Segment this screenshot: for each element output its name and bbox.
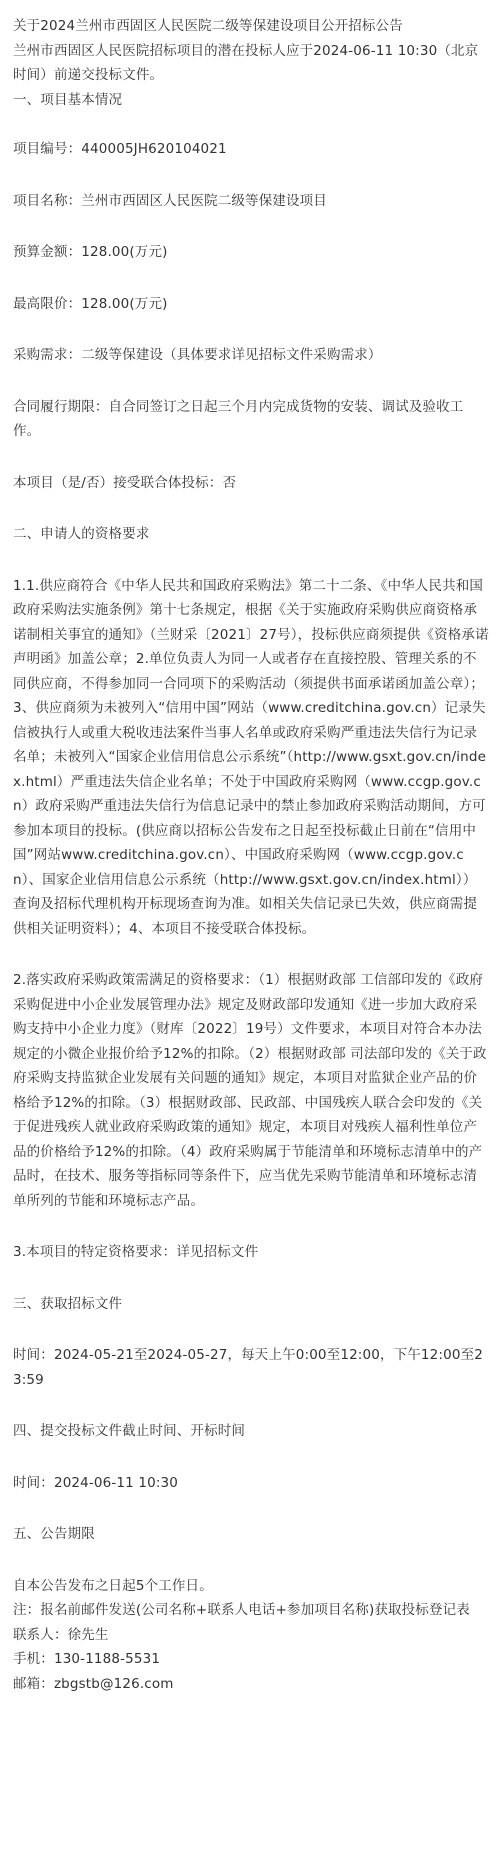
budget-amount: 预算金额：128.00(万元) xyxy=(13,244,168,260)
announcement-title: 关于2024兰州市西固区人民医院二级等保建设项目公开招标公告 xyxy=(13,18,403,34)
registration-note: 注：报名前邮件发送(公司名称+联系人电话+参加项目名称)获取投标登记表 xyxy=(13,1602,470,1618)
max-price: 最高限价：128.00(万元) xyxy=(13,295,168,312)
section-heading-obtain-documents: 三、获取招标文件 xyxy=(13,1295,123,1312)
project-name: 项目名称：兰州市西固区人民医院二级等保建设项目 xyxy=(13,192,327,209)
section-heading-deadline: 四、提交投标文件截止时间、开标时间 xyxy=(13,1423,246,1439)
section-heading-basic-info: 一、项目基本情况 xyxy=(13,91,123,108)
qualification-requirement-2: 2.落实政府采购政策需满足的资格要求：（1）根据财政部 工信部印发的《政府采购促进中小企业发展管理办法》规定及财政部印发通知《进一步加大政府采购支持中小企业力度》（财库〔2022〕19号）文件要求，本项目对符合本办法规定的小微企业报价给予12%的扣除。（2）根据财政部 司法部印发的《关于政府采购支持监狱企业发展有关问题的通知》规定，本项目对监狱企业产品的价格给予12%的扣除。（3）根据财政部、民政部、中国残疾人联合会印发的《关于促进残疾人就业政府采购政策的通知》规定，本项目对残疾人福利性单位产品的价格给予12%的扣除。（4）政府采购属于节能清单和环境标志清单中的产品时，在技术、服务等指标同等条件下，应当优先采购节能清单和环境标志清单所列的节能和环境标志产品。 xyxy=(13,972,487,1209)
project-number: 项目编号：440005JH620104021 xyxy=(13,141,227,157)
announcement-intro: 兰州市西固区人民医院招标项目的潜在投标人应于2024-06-11 10:30（北京时间）前递交投标文件。 xyxy=(13,42,479,83)
section-heading-notice-period: 五、公告期限 xyxy=(13,1526,95,1542)
procurement-requirement: 采购需求：二级等保建设（具体要求详见招标文件采购需求） xyxy=(13,347,382,363)
joint-bid-acceptance: 本项目（是/否）接受联合体投标：否 xyxy=(13,474,237,491)
contact-person: 联系人：徐先生 xyxy=(13,1626,109,1643)
contact-email: 邮箱：zbgstb@126.com xyxy=(13,1675,174,1692)
contract-period: 合同履行期限：自合同签订之日起三个月内完成货物的安装、调试及验收工作。 xyxy=(13,398,464,439)
section-heading-qualification: 二、申请人的资格要求 xyxy=(13,526,150,542)
deadline-time: 时间：2024-06-11 10:30 xyxy=(13,1474,179,1491)
qualification-requirement-1: 1.1.供应商符合《中华人民共和国政府采购法》第二十二条、《中华人民共和国政府采购法实施条例》第十七条规定，根据《关于实施政府采购供应商资格承诺制相关事宜的通知》（兰财采〔2021〕27号），投标供应商须提供《资格承诺声明函》加盖公章；2.单位负责人为同一人或者存在直接控股、管理关系的不同供应商，不得参加同一合同项下的采购活动（须提供书面承诺函加盖公章）；3、供应商须为未被列入“信用中国”网站（www.creditchina.gov.cn）记录失信被执行人或重大税收违法案件当事人名单或政府采购严重违法失信行为记录名单；未被列入“国家企业信用信息公示系统”（http://www.gsxt.gov.cn/index.html）严重违法失信企业名单；不处于中国政府采购网（www.ccgp.gov.cn）政府采购严重违法失信行为信息记录中的禁止参加政府采购活动期间，方可参加本项目的投标。(供应商以招标公告发布之日起至投标截止日前在“信用中国”网站www.creditchina.gov.cn）、中国政府采购网（www.ccgp.gov.cn）、国家企业信用信息公示系统（http://www.gsxt.gov.cn/index.html））查询及招标代理机构开标现场查询为准。如相关失信记录已失效，供应商需提供相关证明资料）；4、本项目不接受联合体投标。 xyxy=(13,577,489,937)
obtain-documents-time: 时间：2024-05-21至2024-05-27，每天上午0:00至12:00，下午12:00至23:59 xyxy=(13,1347,483,1388)
contact-phone: 手机：130-1188-5531 xyxy=(13,1651,161,1667)
qualification-requirement-3: 3.本项目的特定资格要求：详见招标文件 xyxy=(13,1244,259,1260)
notice-period: 自本公告发布之日起5个工作日。 xyxy=(13,1577,213,1594)
